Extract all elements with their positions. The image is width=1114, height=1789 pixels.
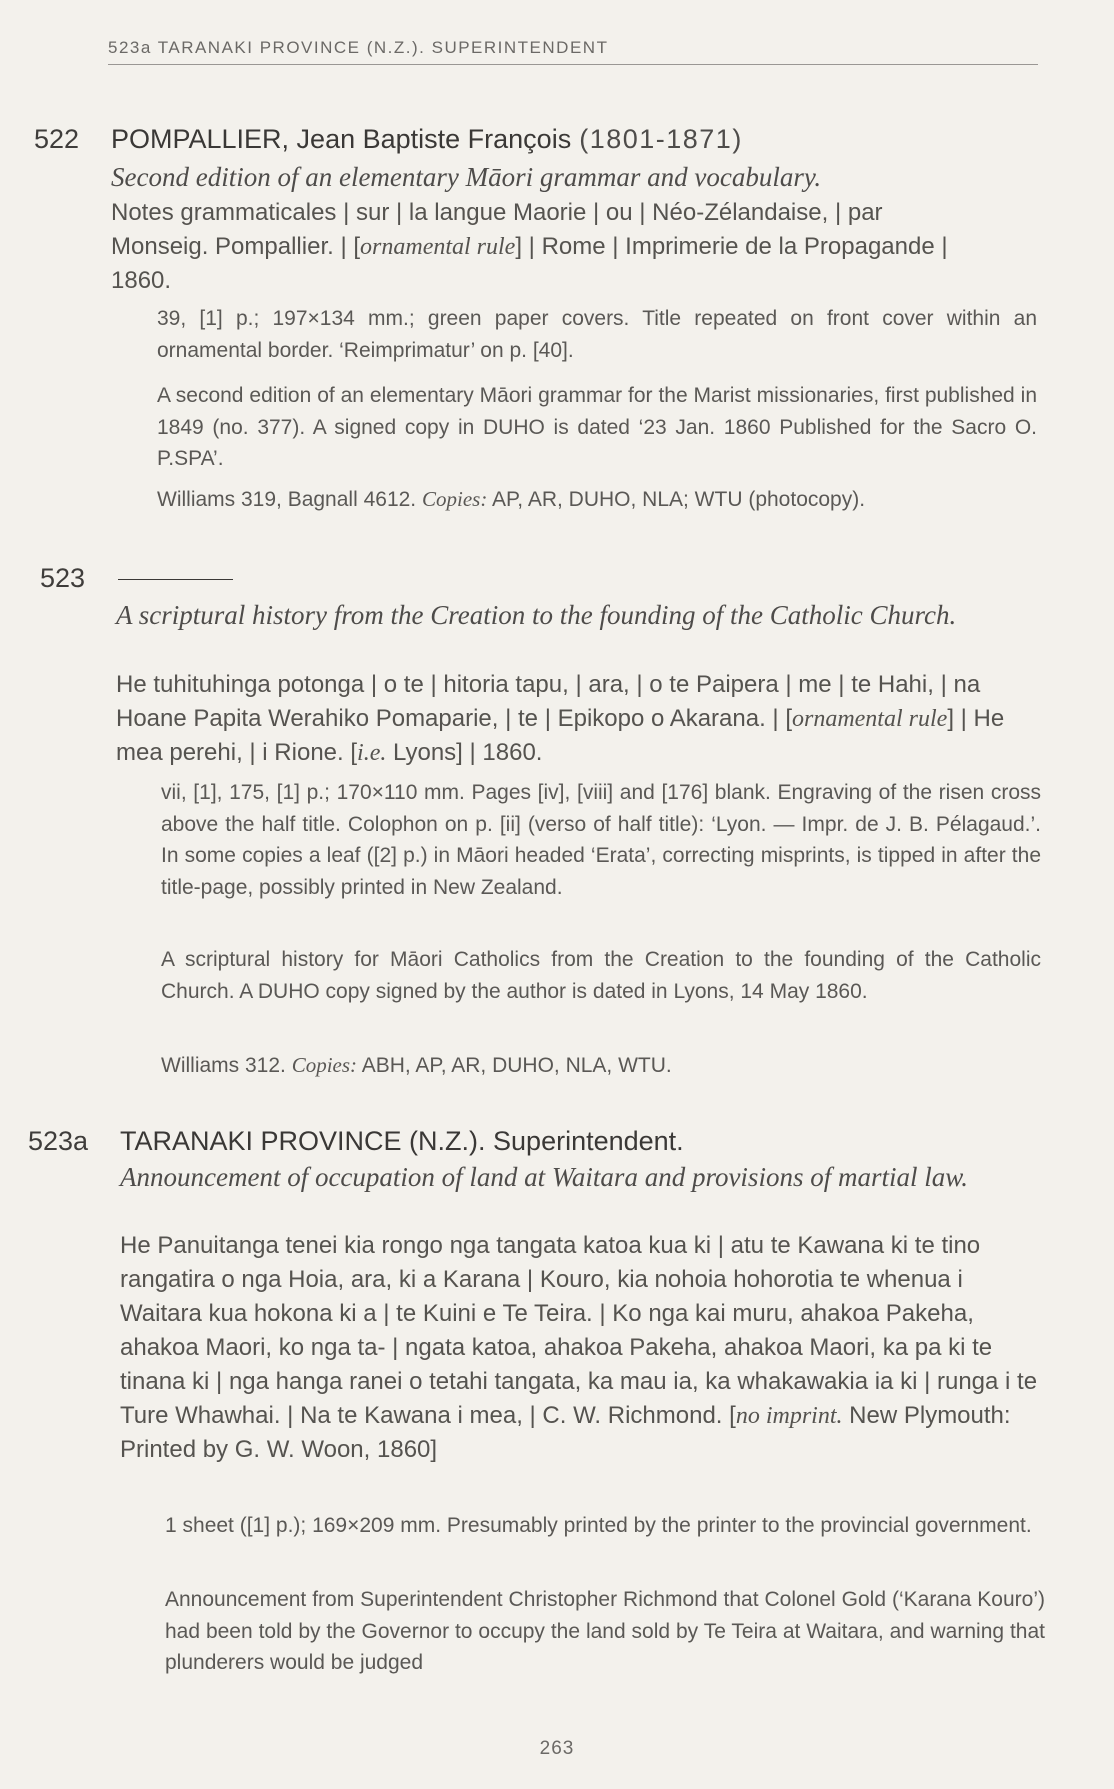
references-copies: Williams 319, Bagnall 4612. Copies: AP, AR, DUHO, NLA; WTU (photocopy).	[157, 487, 866, 511]
entry-heading: TARANAKI PROVINCE (N.Z.). Superintendent.	[120, 1126, 684, 1156]
physical-description: 1 sheet ([1] p.); 169×209 mm. Presumably printed by the printer to the provincial government.	[165, 1514, 1032, 1537]
physical-description: 39, [1] p.; 197×134 mm.; green paper covers. Title repeated on front cover within an ornamental border. ‘Reimprimatur’ on p. [40].	[157, 307, 1037, 362]
entry-title: A scriptural history from the Creation to the founding of the Catholic Church.	[116, 600, 957, 630]
annotation: Announcement from Superintendent Christopher Richmond that Colonel Gold (‘Karana Kouro’) had been told by the Governor to occupy the land sold by Te Teira at Waitara, and warning that plunderers would be judged	[165, 1588, 1045, 1674]
author-name: POMPALLIER, Jean Baptiste François	[111, 124, 572, 154]
entry-number: 523a	[28, 1126, 89, 1156]
author-dates: (1801-1871)	[579, 124, 743, 154]
references-copies: Williams 312. Copies: ABH, AP, AR, DUHO, NLA, WTU.	[161, 1053, 672, 1077]
entry-number: 522	[34, 124, 80, 154]
title-transcription: He tuhituhinga potonga | o te | hitoria tapu, | ara, | o te Paipera | me | te Hahi, | na Hoane Papita Werahiko Pomaparie, | te | Epikopo o Akarana. | [ornamental rule] | He mea perehi, | i Rione. [i.e. Lyons] | 1860.	[116, 671, 1005, 766]
entry-title: Announcement of occupation of land at Waitara and provisions of martial law.	[120, 1162, 968, 1192]
running-head: 523a TARANAKI PROVINCE (N.Z.). SUPERINTENDENT	[108, 38, 1038, 65]
physical-description: vii, [1], 175, [1] p.; 170×110 mm. Pages [iv], [viii] and [176] blank. Engraving of the risen cross above the half title. Colophon on p. [ii] (verso of half title): ‘Lyon. — Impr. de J. B. Pélagaud.’. In some copies a leaf ([2] p.) in Māori headed ‘Erata’, correcting misprints, is tipped in after the title-page, possibly printed in New Zealand.	[161, 781, 1041, 899]
author-repeat-dash	[118, 563, 233, 594]
page-number: 263	[539, 1738, 575, 1759]
annotation: A second edition of an elementary Māori grammar for the Marist missionaries, first published in 1849 (no. 377). A signed copy in DUHO is dated ‘23 Jan. 1860 Published for the Sacro O. P.SPA’.	[157, 384, 1037, 470]
title-transcription: He Panuitanga tenei kia rongo nga tangata katoa kua ki | atu te Kawana ki te tino rangatira o nga Hoia, ara, ki a Karana | Kouro, kia nohoia hohorotia te whenua i Waitara kua hokona ki a | te Kuini e Te Teira. | Ko nga kai muru, ahakoa Pakeha, ahakoa Maori, ko nga ta- | ngata katoa, ahakoa Pakeha, ahakoa Maori, ka pa ki te tinana ki | nga hanga ranei o tetahi tangata, ka mau ia, ka whakawakia ia ki | runga i te Ture Whawhai. | Na te Kawana i mea, | C. W. Richmond. [no imprint. New Plymouth: Printed by G. W. Woon, 1860]	[120, 1232, 1038, 1463]
entry-heading	[111, 124, 743, 155]
entry-number: 523	[40, 563, 86, 593]
title-transcription: Notes grammaticales | sur | la langue Maorie | ou | Néo-Zélandaise, | par Monseig. Pompallier. | [ornamental rule] | Rome | Imprimerie de la Propagande | 1860.	[111, 199, 948, 294]
annotation: A scriptural history for Māori Catholics from the Creation to the founding of the Catholic Church. A DUHO copy signed by the author is dated in Lyons, 14 May 1860.	[161, 948, 1041, 1003]
entry-title: Second edition of an elementary Māori grammar and vocabulary.	[111, 162, 822, 192]
